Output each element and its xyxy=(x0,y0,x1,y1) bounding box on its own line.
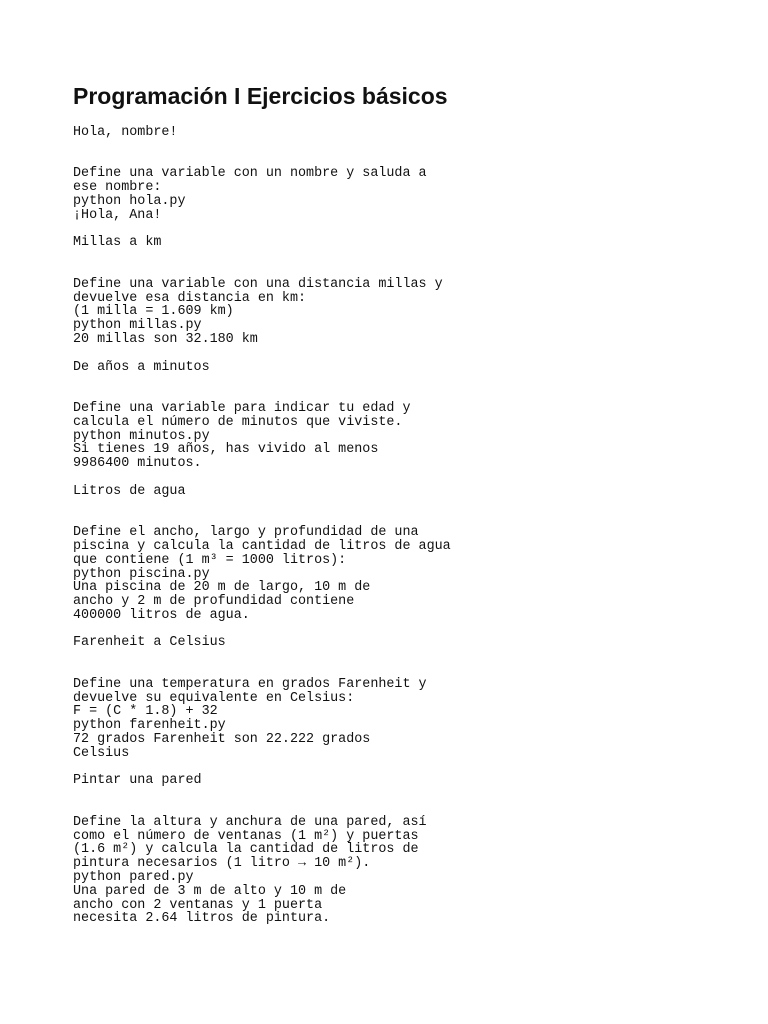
text-line: Define el ancho, largo y profundidad de una xyxy=(73,525,419,541)
text-line: Celsius xyxy=(73,745,130,761)
text-line: ancho con 2 ventanas y 1 puerta xyxy=(73,897,323,913)
text-line: ancho y 2 m de profundidad contiene xyxy=(73,594,355,610)
text-line: 20 millas son 32.180 km xyxy=(73,331,258,347)
text-line: Si tienes 19 años, has vivido al menos xyxy=(73,442,379,458)
text-line: Una piscina de 20 m de largo, 10 m de xyxy=(73,580,371,596)
text-line: ¡Hola, Ana! xyxy=(73,207,162,223)
text-line: devuelve su equivalente en Celsius: xyxy=(73,690,355,706)
section-body xyxy=(73,526,713,623)
text-line: Una pared de 3 m de alto y 10 m de xyxy=(73,883,347,899)
text-line: pintura necesarios (1 litro → 10 m²). xyxy=(73,856,371,872)
text-line: python farenheit.py xyxy=(73,718,226,734)
text-line: python piscina.py xyxy=(73,566,210,582)
text-line: 9986400 minutos. xyxy=(73,456,202,472)
text-line: python minutos.py xyxy=(73,428,210,444)
text-line: piscina y calcula la cantidad de litros de agua xyxy=(73,538,451,554)
text-line: Define una variable con una distancia millas y xyxy=(73,276,443,292)
text-line: python hola.py xyxy=(73,193,186,209)
text-line: 400000 litros de agua. xyxy=(73,607,250,623)
text-line: Define una variable para indicar tu edad y xyxy=(73,400,411,416)
text-line: Define una variable con un nombre y saluda a xyxy=(73,166,427,182)
document-page xyxy=(73,81,713,940)
text-line: (1.6 m²) y calcula la cantidad de litros de xyxy=(73,842,419,858)
text-line: Define la altura y anchura de una pared, así xyxy=(73,814,427,830)
section-heading: De años a minutos xyxy=(73,359,210,375)
text-line: devuelve esa distancia en km: xyxy=(73,290,307,306)
text-line: necesita 2.64 litros de pintura. xyxy=(73,911,331,927)
section-body xyxy=(73,678,713,761)
text-line: python pared.py xyxy=(73,870,194,886)
text-line: como el número de ventanas (1 m²) y puertas xyxy=(73,828,419,844)
section-heading: Pintar una pared xyxy=(73,773,202,789)
section-heading: Litros de agua xyxy=(73,483,186,499)
text-line: calcula el número de minutos que viviste. xyxy=(73,414,403,430)
page-title: Programación I Ejercicios básicos xyxy=(73,83,448,109)
section-heading: Hola, nombre! xyxy=(73,125,178,140)
section-heading: Farenheit a Celsius xyxy=(73,635,226,651)
section-body xyxy=(73,167,713,222)
text-line: 72 grados Farenheit son 22.222 grados xyxy=(73,732,371,748)
text-line: python millas.py xyxy=(73,318,202,334)
text-line: F = (C * 1.8) + 32 xyxy=(73,704,218,720)
text-line: (1 milla = 1.609 km) xyxy=(73,304,234,320)
section-body xyxy=(73,402,713,471)
section-body xyxy=(73,816,713,926)
section-heading: Millas a km xyxy=(73,235,162,251)
text-line: que contiene (1 m³ = 1000 litros): xyxy=(73,552,347,568)
text-line: ese nombre: xyxy=(73,180,162,196)
text-line: Define una temperatura en grados Farenheit y xyxy=(73,676,427,692)
section-body xyxy=(73,278,713,347)
